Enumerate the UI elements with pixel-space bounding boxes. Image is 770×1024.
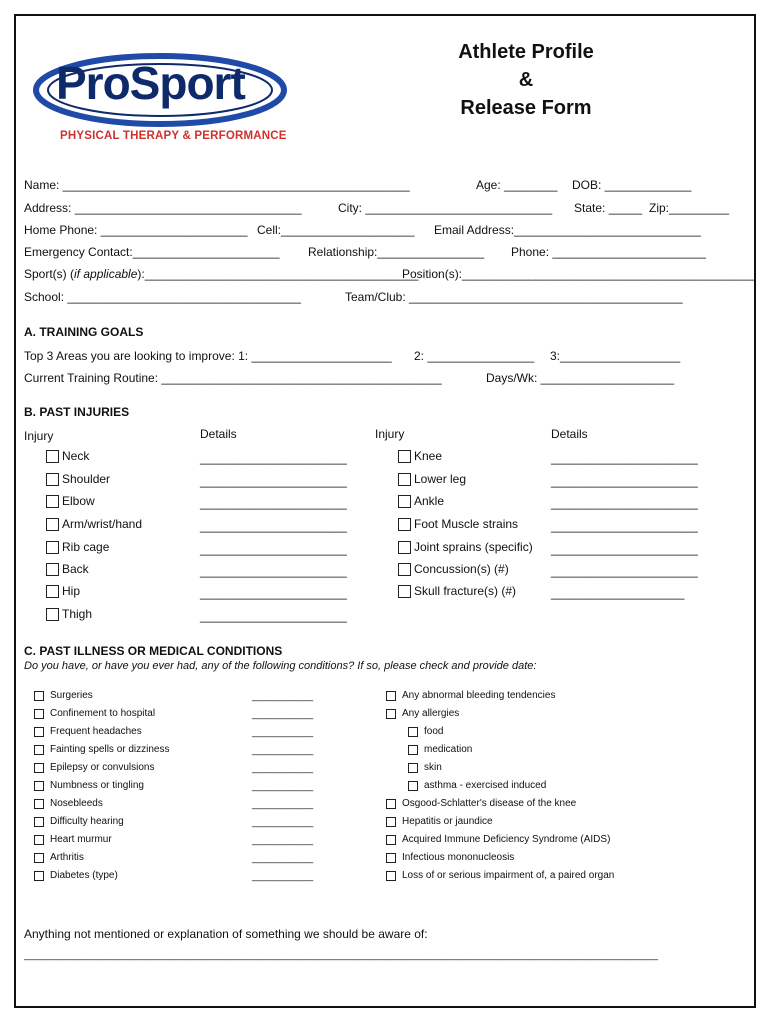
injury-checkbox[interactable] xyxy=(46,495,59,508)
condition-label: Diabetes (type) xyxy=(50,870,118,881)
condition-checkbox[interactable] xyxy=(34,871,44,881)
injury-checkbox[interactable] xyxy=(46,450,59,463)
phone-field[interactable]: Phone: _______________________ xyxy=(511,245,706,259)
condition-checkbox[interactable] xyxy=(34,835,44,845)
injury-details-field[interactable]: ______________________ xyxy=(551,496,698,510)
condition-checkbox[interactable] xyxy=(408,781,418,791)
condition-label: Heart murmur xyxy=(50,834,112,845)
injury-details-field[interactable]: ______________________ xyxy=(200,474,347,488)
injury-label: Rib cage xyxy=(62,540,110,554)
injury-details-field[interactable]: ______________________ xyxy=(200,496,347,510)
team-club-field[interactable]: Team/Club: _________________________________________ xyxy=(345,290,683,304)
injury-details-field[interactable]: ______________________ xyxy=(200,609,347,623)
condition-label: Any abnormal bleeding tendencies xyxy=(402,690,556,701)
condition-label: medication xyxy=(424,744,473,755)
injury-details-field[interactable]: ______________________ xyxy=(200,564,347,578)
condition-label: Fainting spells or dizziness xyxy=(50,744,170,755)
condition-checkbox[interactable] xyxy=(386,835,396,845)
goal-1-field[interactable]: Top 3 Areas you are looking to improve: 1: _____________________ xyxy=(24,349,392,363)
condition-label: Infectious mononucleosis xyxy=(402,852,515,863)
condition-label: Arthritis xyxy=(50,852,84,863)
injury-label: Neck xyxy=(62,449,90,463)
injury-label: Skull fracture(s) (#) xyxy=(414,584,517,598)
injury-details-field[interactable]: ______________________ xyxy=(200,451,347,465)
cell-field[interactable]: Cell:____________________ xyxy=(257,223,415,237)
condition-date-field[interactable]: ___________ xyxy=(252,691,314,702)
condition-checkbox[interactable] xyxy=(34,727,44,737)
state-field[interactable]: State: _____ xyxy=(574,201,643,215)
injury-details-field[interactable]: ______________________ xyxy=(551,474,698,488)
condition-date-field[interactable]: ___________ xyxy=(252,781,314,792)
injury-label: Hip xyxy=(62,584,81,598)
dob-field[interactable]: DOB: _____________ xyxy=(572,178,692,192)
injury-checkbox[interactable] xyxy=(398,495,411,508)
injury-label: Foot Muscle strains xyxy=(414,517,519,531)
prosport-logo xyxy=(32,46,302,146)
age-field[interactable]: Age: ________ xyxy=(476,178,558,192)
sports-blank: ):_________________________________________ xyxy=(137,267,419,281)
relationship-field[interactable]: Relationship:________________ xyxy=(308,245,485,259)
injury-checkbox[interactable] xyxy=(46,563,59,576)
injury-checkbox[interactable] xyxy=(398,541,411,554)
injury-details-field[interactable]: ______________________ xyxy=(200,519,347,533)
condition-checkbox[interactable] xyxy=(34,853,44,863)
injury-label: Lower leg xyxy=(414,472,467,486)
condition-label: Acquired Immune Deficiency Syndrome (AIDS) xyxy=(402,834,611,845)
condition-checkbox[interactable] xyxy=(34,691,44,701)
condition-checkbox[interactable] xyxy=(34,799,44,809)
injury-label: Arm/wrist/hand xyxy=(62,517,143,531)
condition-label: asthma - exercised induced xyxy=(424,780,547,791)
condition-label: food xyxy=(424,726,444,737)
condition-date-field[interactable]: ___________ xyxy=(252,817,314,828)
notes-line[interactable]: __________________________________________________________________________________________________________________ xyxy=(24,950,659,961)
injury-checkbox[interactable] xyxy=(46,585,59,598)
injury-checkbox[interactable] xyxy=(398,450,411,463)
condition-label: Numbness or tingling xyxy=(50,780,144,791)
condition-date-field[interactable]: ___________ xyxy=(252,853,314,864)
condition-date-field[interactable]: ___________ xyxy=(252,745,314,756)
injury-details-field[interactable]: ______________________ xyxy=(551,542,698,556)
condition-date-field[interactable]: ___________ xyxy=(252,871,314,882)
injury-details-field[interactable]: ______________________ xyxy=(551,564,698,578)
injury-checkbox[interactable] xyxy=(46,473,59,486)
form-page xyxy=(14,14,756,1008)
condition-date-field[interactable]: ___________ xyxy=(252,835,314,846)
title-line-3: Release Form xyxy=(460,97,592,119)
injury-label: Knee xyxy=(414,449,443,463)
title-line-2: & xyxy=(518,69,534,91)
details-column-header-left: Details xyxy=(200,427,237,441)
condition-checkbox[interactable] xyxy=(34,781,44,791)
sports-label: Sport(s) ( xyxy=(24,267,75,281)
injury-details-field[interactable]: ______________________ xyxy=(551,519,698,533)
condition-label: Difficulty hearing xyxy=(50,816,124,827)
days-per-week-field[interactable]: Days/Wk: ____________________ xyxy=(486,371,675,385)
goal-3-field[interactable]: 3:__________________ xyxy=(550,349,681,363)
condition-label: Any allergies xyxy=(402,708,460,719)
city-field[interactable]: City: ____________________________ xyxy=(338,201,553,215)
condition-checkbox[interactable] xyxy=(408,763,418,773)
condition-checkbox[interactable] xyxy=(34,763,44,773)
injury-checkbox[interactable] xyxy=(46,541,59,554)
sports-field[interactable] xyxy=(24,267,418,281)
sports-label-italic: if applicable xyxy=(74,267,138,281)
condition-checkbox[interactable] xyxy=(386,691,396,701)
condition-label: Surgeries xyxy=(50,690,93,701)
details-column-header-right: Details xyxy=(551,427,588,441)
condition-checkbox[interactable] xyxy=(408,745,418,755)
injury-checkbox[interactable] xyxy=(398,518,411,531)
goal-2-field[interactable]: 2: ________________ xyxy=(414,349,535,363)
position-field[interactable]: Position(s):____________________________________________ xyxy=(402,267,756,281)
address-field[interactable]: Address: __________________________________ xyxy=(24,201,302,215)
injury-details-field[interactable]: ______________________ xyxy=(200,542,347,556)
injury-checkbox[interactable] xyxy=(398,585,411,598)
home-phone-field[interactable]: Home Phone: ______________________ xyxy=(24,223,248,237)
injury-checkbox[interactable] xyxy=(398,563,411,576)
injury-checkbox[interactable] xyxy=(398,473,411,486)
condition-date-field[interactable]: ___________ xyxy=(252,799,314,810)
condition-checkbox[interactable] xyxy=(386,709,396,719)
injury-column-header-left: Injury xyxy=(24,429,54,443)
emergency-contact-field[interactable]: Emergency Contact:______________________ xyxy=(24,245,280,259)
injury-label: Thigh xyxy=(62,607,93,621)
illness-question: Do you have, or have you ever had, any of the following conditions? If so, please check and provide date: xyxy=(24,660,537,672)
condition-checkbox[interactable] xyxy=(386,817,396,827)
injury-details-field[interactable]: ____________________ xyxy=(551,586,685,600)
zip-field[interactable]: Zip:_________ xyxy=(649,201,730,215)
condition-date-field[interactable]: ___________ xyxy=(252,727,314,738)
logo-brand: ProSport xyxy=(56,57,245,109)
condition-checkbox[interactable] xyxy=(34,745,44,755)
notes-prompt: Anything not mentioned or explanation of something we should be aware of: xyxy=(24,927,428,941)
logo-tagline: PHYSICAL THERAPY & PERFORMANCE xyxy=(60,130,287,142)
training-goals-heading: A. TRAINING GOALS xyxy=(24,325,144,339)
condition-checkbox[interactable] xyxy=(386,853,396,863)
condition-checkbox[interactable] xyxy=(386,799,396,809)
injury-label: Joint sprains (specific) xyxy=(414,540,533,554)
title-line-1: Athlete Profile xyxy=(458,41,594,63)
injury-details-field[interactable]: ______________________ xyxy=(551,451,698,465)
injury-column-header-right: Injury xyxy=(375,427,405,441)
injury-label: Back xyxy=(62,562,89,576)
condition-label: skin xyxy=(424,762,442,773)
condition-label: Frequent headaches xyxy=(50,726,142,737)
injury-checkbox[interactable] xyxy=(46,518,59,531)
condition-label: Hepatitis or jaundice xyxy=(402,816,493,827)
school-field[interactable]: School: ___________________________________ xyxy=(24,290,301,304)
condition-checkbox[interactable] xyxy=(386,871,396,881)
condition-date-field[interactable]: ___________ xyxy=(252,763,314,774)
condition-checkbox[interactable] xyxy=(408,727,418,737)
injury-details-field[interactable]: ______________________ xyxy=(200,586,347,600)
condition-date-field[interactable]: ___________ xyxy=(252,709,314,720)
condition-label: Loss of or serious impairment of, a paired organ xyxy=(402,870,615,881)
form-title xyxy=(416,38,636,122)
injury-label: Elbow xyxy=(62,494,95,508)
name-field[interactable]: Name: ____________________________________________________ xyxy=(24,178,410,192)
condition-checkbox[interactable] xyxy=(34,817,44,827)
email-field[interactable]: Email Address:____________________________ xyxy=(434,223,701,237)
condition-label: Epilepsy or convulsions xyxy=(50,762,155,773)
injury-label: Shoulder xyxy=(62,472,111,486)
training-routine-field[interactable]: Current Training Routine: __________________________________________ xyxy=(24,371,442,385)
condition-checkbox[interactable] xyxy=(34,709,44,719)
condition-label: Nosebleeds xyxy=(50,798,103,809)
injury-checkbox[interactable] xyxy=(46,608,59,621)
injury-label: Ankle xyxy=(414,494,445,508)
past-injuries-heading: B. PAST INJURIES xyxy=(24,405,130,419)
past-illness-heading: C. PAST ILLNESS OR MEDICAL CONDITIONS xyxy=(24,644,283,658)
injury-label: Concussion(s) (#) xyxy=(414,562,509,576)
condition-label: Confinement to hospital xyxy=(50,708,156,719)
condition-label: Osgood-Schlatter's disease of the knee xyxy=(402,798,577,809)
